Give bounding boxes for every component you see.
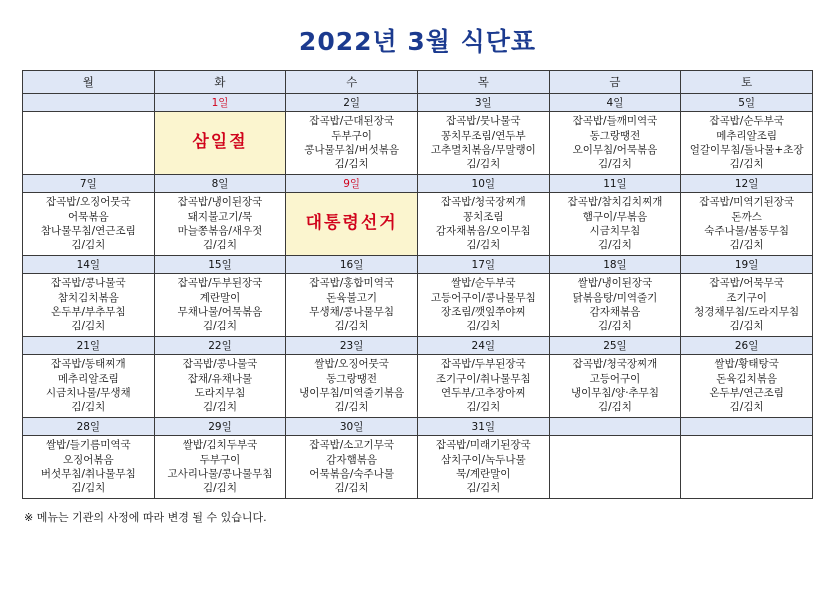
meal-cell xyxy=(286,274,418,337)
meal-line: 묵/계란말이 xyxy=(456,468,511,480)
meal-line: 김/김치 xyxy=(597,320,632,333)
day-number-cell: 23일 xyxy=(286,337,418,355)
special-day-label: 삼일절 xyxy=(192,132,248,153)
meal-line: 꽁치무조림/연두부 xyxy=(440,129,526,142)
day-number-cell: 5일 xyxy=(681,94,813,112)
meal-line: 잡곡밥/청국장찌개 xyxy=(572,358,658,371)
meal-cell xyxy=(417,193,549,256)
day-number-row xyxy=(23,94,813,112)
meal-line: 쌀밥/순두부국 xyxy=(451,277,516,290)
day-number-cell: 31일 xyxy=(417,418,549,436)
menu-document xyxy=(0,22,835,613)
meal-line: 고등어구이/콩나물무침 xyxy=(430,291,536,304)
meal-line: 고사리나물/콩나물무침 xyxy=(167,468,273,480)
meal-cell xyxy=(417,112,549,175)
meal-line: 잡곡밥/소고기무국 xyxy=(309,439,394,452)
day-number-cell: 26일 xyxy=(681,337,813,355)
page-title: 2022년 3월 식단표 xyxy=(298,27,537,56)
meal-line: 김/김치 xyxy=(334,320,369,333)
meal-cell xyxy=(549,112,681,175)
meal-line: 메추리알조림 xyxy=(57,372,119,385)
day-number-cell: 11일 xyxy=(549,175,681,193)
meal-line: 버섯무침/취나물무침 xyxy=(40,468,136,480)
meal-line: 삼치구이/녹두나물 xyxy=(440,453,526,466)
special-day-cell xyxy=(286,193,418,256)
meal-line: 어묵볶음/숙주나물 xyxy=(309,468,394,480)
meal-line: 김/김치 xyxy=(203,401,237,414)
meal-cell xyxy=(23,193,155,256)
meal-line: 햄구이/무볶음 xyxy=(582,210,648,223)
meal-cell xyxy=(681,436,813,499)
table-header xyxy=(23,71,813,94)
day-number-row xyxy=(23,175,813,193)
meal-line: 잡곡밥/콩나물국 xyxy=(182,358,258,371)
meal-line: 시금치나물/무생채 xyxy=(45,387,131,399)
footnote: ※ 메뉴는 기관의 사정에 따라 변경 될 수 있습니다. xyxy=(24,511,267,524)
meal-cell xyxy=(286,436,418,499)
column-header-fri: 금 xyxy=(549,71,681,94)
meal-cell xyxy=(417,355,549,418)
meal-line: 고추멸치볶음/무말랭이 xyxy=(430,144,536,156)
meal-line: 잡곡밥/어묵무국 xyxy=(709,277,784,290)
meal-line: 오징어볶음 xyxy=(62,453,114,466)
meal-row xyxy=(23,112,813,175)
day-number-cell xyxy=(23,94,155,112)
day-number-cell: 2일 xyxy=(286,94,418,112)
meal-cell xyxy=(681,355,813,418)
meal-cell xyxy=(549,355,681,418)
meal-line: 두부구이 xyxy=(199,453,241,466)
meal-line: 김/김치 xyxy=(597,401,632,414)
column-header-thu: 목 xyxy=(417,71,549,94)
day-number-cell: 17일 xyxy=(417,256,549,274)
day-number-cell: 21일 xyxy=(23,337,155,355)
meal-cell xyxy=(681,193,813,256)
meal-cell xyxy=(549,193,681,256)
day-number-cell: 7일 xyxy=(23,175,155,193)
meal-line: 감자햄볶음 xyxy=(326,453,377,466)
meal-cell xyxy=(286,355,418,418)
meal-line: 얼갈이무침/돌나물+초장 xyxy=(689,144,804,156)
meal-line: 김/김치 xyxy=(203,239,237,252)
meal-line: 잡곡밥/뭇나물국 xyxy=(446,115,521,128)
meal-row xyxy=(23,355,813,418)
meal-cell xyxy=(23,112,155,175)
day-number-cell: 25일 xyxy=(549,337,681,355)
meal-line: 조기구이/취나물무침 xyxy=(435,372,531,385)
special-day-cell xyxy=(154,112,286,175)
meal-line: 청경채무침/도라지무침 xyxy=(694,306,800,318)
meal-line: 김/김치 xyxy=(203,482,237,495)
meal-line: 무채나물/어묵볶음 xyxy=(177,306,263,318)
meal-line: 동그랑땡전 xyxy=(326,372,377,385)
meal-line: 잡곡밥/참치김치찌개 xyxy=(567,196,663,209)
meal-line: 시금치무침 xyxy=(589,225,641,237)
day-number-cell xyxy=(681,418,813,436)
day-number-cell: 14일 xyxy=(23,256,155,274)
column-header-mon: 월 xyxy=(23,71,155,94)
meal-line: 잡곡밥/청국장찌개 xyxy=(440,196,526,209)
day-number-cell: 19일 xyxy=(681,256,813,274)
meal-cell xyxy=(23,355,155,418)
meal-line: 잡곡밥/냉이된장국 xyxy=(177,196,263,209)
meal-line: 고등어구이 xyxy=(589,372,641,385)
day-number-cell: 30일 xyxy=(286,418,418,436)
meal-line: 김/김치 xyxy=(203,320,237,333)
meal-line: 김/김치 xyxy=(466,320,501,333)
column-header-tue: 화 xyxy=(154,71,286,94)
meal-line: 김/김치 xyxy=(334,401,369,414)
meal-line: 조기구이 xyxy=(726,291,767,304)
meal-cell xyxy=(681,112,813,175)
meal-line: 김/김치 xyxy=(71,401,106,414)
meal-line: 잡곡밥/미역기된장국 xyxy=(699,196,795,209)
meal-line: 김/김치 xyxy=(466,401,501,414)
menu-table-wrapper xyxy=(22,70,813,499)
meal-cell xyxy=(154,355,286,418)
meal-line: 콩나물무침/버섯볶음 xyxy=(304,144,400,156)
meal-line: 김/김치 xyxy=(729,239,764,252)
monthly-menu-table xyxy=(22,70,813,499)
day-number-cell: 1일 xyxy=(154,94,286,112)
meal-cell xyxy=(154,193,286,256)
meal-cell xyxy=(154,436,286,499)
meal-line: 김/김치 xyxy=(334,158,369,171)
meal-row xyxy=(23,193,813,256)
meal-line: 메추리알조림 xyxy=(716,129,778,142)
column-header-sat: 토 xyxy=(681,71,813,94)
special-day-label: 대통령선거 xyxy=(305,213,398,234)
meal-line: 참치김치볶음 xyxy=(57,291,119,304)
day-number-row xyxy=(23,418,813,436)
meal-line: 장조림/깻잎쭈야찌 xyxy=(440,306,526,318)
meal-line: 김/김치 xyxy=(466,239,501,252)
meal-line: 돈육김치볶음 xyxy=(716,372,778,385)
meal-row xyxy=(23,274,813,337)
day-number-row xyxy=(23,337,813,355)
meal-row xyxy=(23,436,813,499)
meal-line: 연두부/고추장아찌 xyxy=(440,387,526,399)
meal-line: 김/김치 xyxy=(729,401,764,414)
meal-cell xyxy=(23,274,155,337)
meal-line: 잡채/유채나물 xyxy=(187,372,253,385)
day-number-cell: 22일 xyxy=(154,337,286,355)
meal-line: 숙주나물/봄동무침 xyxy=(704,225,789,237)
meal-line: 김/김치 xyxy=(71,239,106,252)
meal-line: 온두부/연근조림 xyxy=(709,387,784,399)
day-of-week-row xyxy=(23,71,813,94)
meal-line: 잡곡밥/들깨미역국 xyxy=(572,115,658,128)
meal-line: 잡곡밥/콩나물국 xyxy=(51,277,126,290)
meal-line: 쌀밥/들기름미역국 xyxy=(45,439,131,452)
meal-line: 쌀밥/황태탕국 xyxy=(714,358,779,371)
day-number-cell: 28일 xyxy=(23,418,155,436)
meal-line: 돈까스 xyxy=(731,210,762,223)
day-number-cell: 3일 xyxy=(417,94,549,112)
column-header-wed: 수 xyxy=(286,71,418,94)
meal-line: 돼지불고기/묵 xyxy=(187,210,253,223)
meal-line: 김/김치 xyxy=(597,239,632,252)
meal-line: 도라지무침 xyxy=(194,387,246,399)
meal-line: 무생채/콩나물무침 xyxy=(309,306,394,318)
meal-cell xyxy=(23,436,155,499)
meal-line: 김/김치 xyxy=(729,158,764,171)
meal-line: 김/김치 xyxy=(729,320,764,333)
day-number-cell: 10일 xyxy=(417,175,549,193)
meal-cell xyxy=(417,436,549,499)
meal-line: 김/김치 xyxy=(466,482,501,495)
meal-line: 잡곡밥/미래기된장국 xyxy=(435,439,531,452)
meal-cell xyxy=(286,112,418,175)
meal-line: 계란말이 xyxy=(199,291,241,304)
meal-cell xyxy=(549,274,681,337)
meal-line: 어묵볶음 xyxy=(68,210,109,223)
meal-line: 오이무침/어묵볶음 xyxy=(572,144,658,156)
meal-line: 잡곡밥/동태찌개 xyxy=(51,358,126,371)
day-number-cell: 18일 xyxy=(549,256,681,274)
meal-line: 쌀밥/냉이된장국 xyxy=(577,277,653,290)
meal-cell xyxy=(154,274,286,337)
day-number-cell xyxy=(549,418,681,436)
meal-line: 잡곡밥/근대된장국 xyxy=(309,115,394,128)
meal-line: 냉이무침/양·추무침 xyxy=(570,387,659,399)
meal-line: 잡곡밥/두부된장국 xyxy=(177,277,263,290)
day-number-cell: 15일 xyxy=(154,256,286,274)
day-number-cell: 24일 xyxy=(417,337,549,355)
meal-line: 꽁치조림 xyxy=(463,210,504,223)
meal-line: 잡곡밥/두부된장국 xyxy=(440,358,526,371)
meal-cell xyxy=(681,274,813,337)
meal-cell xyxy=(417,274,549,337)
meal-line: 쌀밥/오징어뭇국 xyxy=(314,358,389,371)
meal-line: 잡곡밥/오징어뭇국 xyxy=(45,196,131,209)
meal-line: 김/김치 xyxy=(597,158,632,171)
day-number-cell: 16일 xyxy=(286,256,418,274)
meal-line: 돈육불고기 xyxy=(326,291,377,304)
meal-line: 참나물무침/연근조림 xyxy=(40,225,136,237)
meal-line: 김/김치 xyxy=(71,320,106,333)
meal-cell xyxy=(549,436,681,499)
day-number-cell: 4일 xyxy=(549,94,681,112)
meal-line: 두부구이 xyxy=(331,129,372,142)
meal-line: 김/김치 xyxy=(334,482,369,495)
table-body xyxy=(23,94,813,499)
meal-line: 닭볶음탕/미역줄기 xyxy=(572,291,658,304)
day-number-cell: 29일 xyxy=(154,418,286,436)
day-number-cell: 8일 xyxy=(154,175,286,193)
meal-line: 김/김치 xyxy=(466,158,501,171)
meal-line: 감자채볶음/오이무침 xyxy=(435,225,531,237)
day-number-row xyxy=(23,256,813,274)
meal-line: 감자채볶음 xyxy=(589,306,641,318)
meal-line: 마늘쫑볶음/새우젓 xyxy=(177,225,263,237)
meal-line: 냉이무침/미역줄기볶음 xyxy=(299,387,405,399)
day-number-cell: 9일 xyxy=(286,175,418,193)
meal-line: 동그랑땡전 xyxy=(589,129,641,142)
meal-line: 잡곡밥/순두부국 xyxy=(709,115,784,128)
meal-line: 김/김치 xyxy=(71,482,106,495)
day-number-cell: 12일 xyxy=(681,175,813,193)
meal-line: 온두부/부추무침 xyxy=(51,306,126,318)
meal-line: 쌀밥/김치두부국 xyxy=(182,439,258,452)
meal-line: 잡곡밥/홍합미역국 xyxy=(309,277,394,290)
